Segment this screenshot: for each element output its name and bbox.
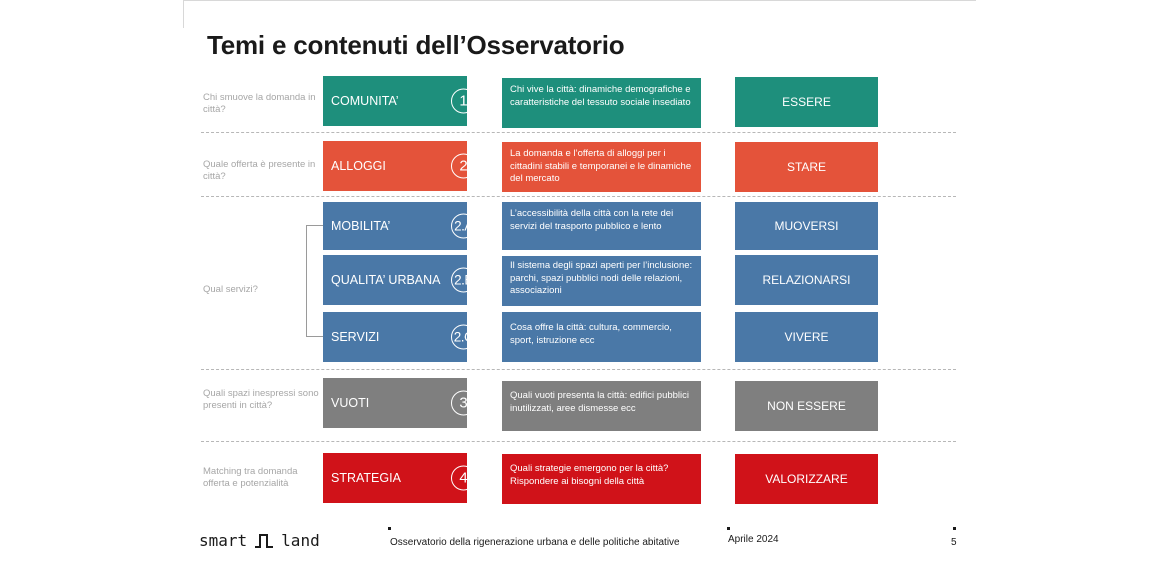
description-comunita: Chi vive la città: dinamiche demografiche e caratteristiche del tessuto sociale insediato <box>502 78 701 128</box>
question-servizi: Qual servizi? <box>203 284 258 295</box>
verb-essere: ESSERE <box>735 77 878 127</box>
footer-dot <box>388 527 391 530</box>
top-border <box>183 0 976 1</box>
left-border <box>183 0 184 28</box>
label-text: QUALITA’ URBANA <box>331 273 441 287</box>
number-badge: 3 <box>451 391 476 416</box>
footer-date: Aprile 2024 <box>728 534 779 545</box>
description-mobilita: L’accessibilità della città con la rete dei servizi del trasporto pubblico e lento <box>502 202 701 250</box>
label-text: STRATEGIA <box>331 471 401 485</box>
label-vuoti <box>323 378 467 428</box>
verb-relazionarsi: RELAZIONARSI <box>735 255 878 305</box>
question-comunita: Chi smuove la domanda in città? <box>203 92 316 115</box>
separator <box>201 196 956 197</box>
description-servizi: Cosa offre la città: cultura, commercio, sport, istruzione ecc <box>502 312 701 362</box>
label-alloggi <box>323 141 467 191</box>
label-text: MOBILITA’ <box>331 219 391 233</box>
page-title: Temi e contenuti dell’Osservatorio <box>207 30 625 60</box>
question-vuoti: Quali spazi inespressi sono presenti in città? <box>203 388 319 411</box>
label-text: ALLOGGI <box>331 159 386 173</box>
label-text: SERVIZI <box>331 330 380 344</box>
label-comunita <box>323 76 467 126</box>
label-mobilita <box>323 202 473 250</box>
separator <box>201 441 956 442</box>
footer-caption: Osservatorio della rigenerazione urbana e delle politiche abitative <box>390 537 680 548</box>
verb-valorizzare: VALORIZZARE <box>735 454 878 504</box>
bracket-tick <box>306 336 324 337</box>
question-alloggi: Quale offerta è presente in città? <box>203 159 316 182</box>
verb-vivere: VIVERE <box>735 312 878 362</box>
number-badge: 4 <box>451 466 476 491</box>
number-badge: 2.A <box>451 214 476 239</box>
footer-dot <box>953 527 956 530</box>
separator <box>201 369 956 370</box>
label-qualita-urbana <box>323 255 473 305</box>
logo-text-right: land <box>281 531 320 550</box>
verb-muoversi: MUOVERSI <box>735 202 878 250</box>
verb-stare: STARE <box>735 142 878 192</box>
label-servizi <box>323 312 474 362</box>
description-qualita-urbana: Il sistema degli spazi aperti per l’inclusione: parchi, spazi pubblici nodi delle relazioni, associazioni <box>502 256 701 306</box>
bracket-tick <box>306 225 324 226</box>
footer-dot <box>727 527 730 530</box>
description-alloggi: La domanda e l’offerta di alloggi per i cittadini stabili e temporanei e le dinamiche del mercato <box>502 142 701 192</box>
number-badge: 2 <box>451 154 476 179</box>
label-strategia <box>323 453 467 503</box>
number-badge: 2.C <box>451 325 476 350</box>
pulse-icon <box>254 533 274 549</box>
description-strategia: Quali strategie emergono per la città? Rispondere ai bisogni della città <box>502 454 701 504</box>
services-bracket <box>306 225 307 336</box>
description-vuoti: Quali vuoti presenta la città: edifici pubblici inutilizzati, aree dismesse ecc <box>502 381 701 431</box>
logo-text-left: smart <box>199 531 248 550</box>
question-strategia: Matching tra domanda offerta e potenzialità <box>203 466 298 489</box>
separator <box>201 132 956 133</box>
number-badge: 2.B <box>451 268 476 293</box>
smart-land-logo <box>199 531 320 550</box>
label-text: VUOTI <box>331 396 370 410</box>
number-badge: 1 <box>451 89 476 114</box>
slide <box>183 0 976 563</box>
page-number: 5 <box>951 537 957 548</box>
verb-non-essere: NON ESSERE <box>735 381 878 431</box>
label-text: COMUNITA’ <box>331 94 399 108</box>
